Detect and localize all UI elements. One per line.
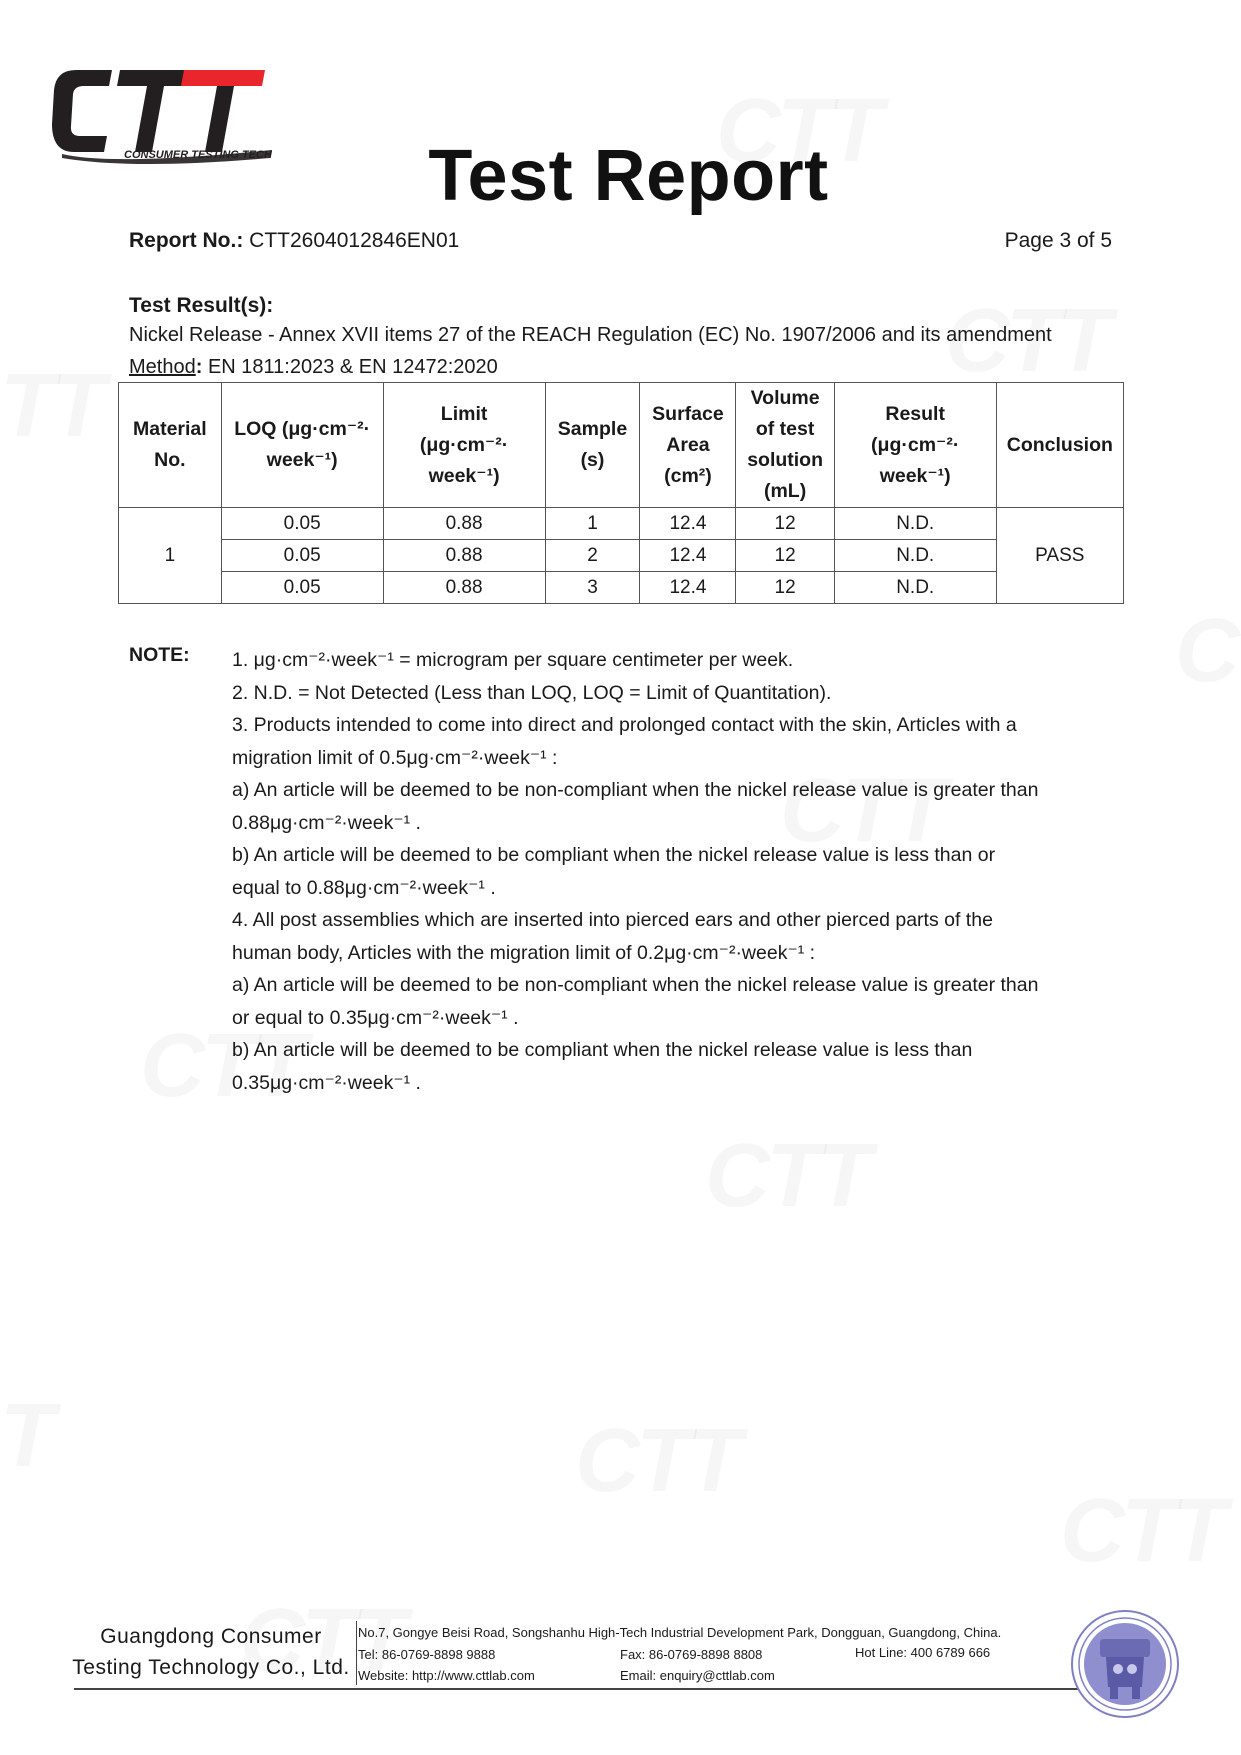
header-line: Limit xyxy=(440,402,488,425)
footer-rule xyxy=(74,1688,1084,1690)
material-no-cell: 1 xyxy=(119,508,222,604)
header-line: Volume xyxy=(750,387,820,409)
results-table xyxy=(118,382,1124,604)
result-cell: N.D. xyxy=(834,572,996,604)
header-line: LOQ (μg·cm⁻²· xyxy=(234,418,371,440)
report-number-value: CTT2604012846EN01 xyxy=(249,229,460,252)
conclusion-header xyxy=(996,383,1123,508)
table-row xyxy=(119,540,1124,572)
result-cell: N.D. xyxy=(834,540,996,572)
header-line: (mL) xyxy=(763,480,807,502)
note-line: b) An article will be deemed to be compliant when the nickel release value is less than or xyxy=(232,844,996,866)
header-line: Area xyxy=(666,433,710,456)
method-label: Method xyxy=(129,356,196,378)
result-header xyxy=(834,383,996,508)
header-line: (s) xyxy=(580,449,605,471)
method-value: EN 1811:2023 & EN 12472:2020 xyxy=(202,356,498,378)
note-line: b) An article will be deemed to be compliant when the nickel release value is less than xyxy=(232,1039,973,1061)
header-line: (μg·cm⁻²· xyxy=(419,433,509,456)
report-number-label: Report No.: xyxy=(129,229,244,252)
note-line: 1. μg·cm⁻²·week⁻¹ = microgram per square centimeter per week. xyxy=(232,649,794,671)
watermark-logo xyxy=(1175,600,1236,703)
company-seal-icon xyxy=(1070,1609,1180,1719)
watermark-logo xyxy=(575,1410,738,1513)
notes-list xyxy=(232,644,1122,1099)
table-row xyxy=(119,508,1124,540)
note-line: a) An article will be deemed to be non-compliant when the nickel release value is greater than xyxy=(232,779,1039,801)
limit-cell: 0.88 xyxy=(383,572,545,604)
result-cell: N.D. xyxy=(834,508,996,540)
note-line: migration limit of 0.5μg·cm⁻²·week⁻¹ : xyxy=(232,746,558,769)
area-cell: 12.4 xyxy=(640,508,736,540)
svg-text:CONSUMER TESTING TECH: CONSUMER TESTING TECH xyxy=(124,149,272,161)
note-line: 0.35μg·cm⁻²·week⁻¹ . xyxy=(232,1071,421,1094)
header-line: Result xyxy=(885,402,945,425)
watermark-logo xyxy=(705,1125,868,1228)
loq-cell: 0.05 xyxy=(221,508,383,540)
note-line: equal to 0.88μg·cm⁻²·week⁻¹ . xyxy=(232,876,496,899)
limit-cell: 0.88 xyxy=(383,508,545,540)
footer-website: Website: http://www.cttlab.com xyxy=(358,1668,535,1683)
header-line: No. xyxy=(154,449,186,471)
note-line: or equal to 0.35μg·cm⁻²·week⁻¹ . xyxy=(232,1006,519,1029)
table-header-row xyxy=(119,383,1124,508)
watermark-logo xyxy=(0,1385,51,1488)
header-line: Sample xyxy=(557,418,628,440)
report-number xyxy=(129,229,459,253)
loq-cell: 0.05 xyxy=(221,572,383,604)
footer-fax: Fax: 86-0769-8898 8808 xyxy=(620,1647,763,1662)
footer-company-name xyxy=(70,1621,352,1683)
watermark-logo xyxy=(0,355,102,458)
header-line: (cm²) xyxy=(664,464,712,487)
header-line: of test xyxy=(755,418,815,440)
footer-company-line: Testing Technology Co., Ltd. xyxy=(72,1656,350,1679)
header-line: Surface xyxy=(652,402,724,425)
page-number: Page 3 of 5 xyxy=(1004,229,1112,252)
loq-header xyxy=(221,383,383,508)
method-line: Method: EN 1811:2023 & EN 12472:2020 xyxy=(129,356,498,378)
volume-cell: 12 xyxy=(736,508,834,540)
notes-label: NOTE: xyxy=(129,644,190,666)
note-line: 4. All post assemblies which are inserted into pierced ears and other pierced parts of the xyxy=(232,909,993,931)
header-line: Conclusion xyxy=(1006,433,1113,456)
table-row xyxy=(119,572,1124,604)
sample-header xyxy=(545,383,640,508)
note-line: 2. N.D. = Not Detected (Less than LOQ, LOQ = Limit of Quantitation). xyxy=(232,681,832,704)
footer-email: Email: enquiry@cttlab.com xyxy=(620,1668,775,1683)
volume-cell: 12 xyxy=(736,540,834,572)
material-no-header xyxy=(119,383,222,508)
loq-cell: 0.05 xyxy=(221,540,383,572)
footer-address: No.7, Gongye Beisi Road, Songshanhu High-Tech Industrial Development Park, Dongguan, Guangdong, China. xyxy=(358,1625,1002,1640)
sample-cell: 3 xyxy=(545,572,640,604)
note-line: 0.88μg·cm⁻²·week⁻¹ . xyxy=(232,811,421,834)
sample-cell: 2 xyxy=(545,540,640,572)
test-result-heading: Test Result(s): xyxy=(129,294,274,317)
volume-header xyxy=(736,383,834,508)
limit-header xyxy=(383,383,545,508)
header-line: week⁻¹) xyxy=(428,464,500,487)
conclusion-cell: PASS xyxy=(996,508,1123,604)
area-cell: 12.4 xyxy=(640,540,736,572)
page-title: Test Report xyxy=(428,136,829,216)
volume-cell: 12 xyxy=(736,572,834,604)
surface-area-header xyxy=(640,383,736,508)
footer-divider xyxy=(356,1621,357,1685)
footer-hotline: Hot Line: 400 6789 666 xyxy=(855,1645,991,1660)
header-line: week⁻¹) xyxy=(879,464,951,487)
footer-company-line: Guangdong Consumer xyxy=(100,1625,322,1648)
sample-cell: 1 xyxy=(545,508,640,540)
header-line: Material xyxy=(133,418,207,440)
header-line: (μg·cm⁻²· xyxy=(871,433,960,456)
regulation-text: Nickel Release - Annex XVII items 27 of the REACH Regulation (EC) No. 1907/2006 and its amendment xyxy=(129,324,1052,346)
footer-tel: Tel: 86-0769-8898 9888 xyxy=(358,1647,496,1662)
note-line: a) An article will be deemed to be non-compliant when the nickel release value is greater than xyxy=(232,974,1039,996)
note-line: human body, Articles with the migration limit of 0.2μg·cm⁻²·week⁻¹ : xyxy=(232,941,816,964)
watermark-logo xyxy=(1060,1480,1223,1583)
note-line: 3. Products intended to come into direct and prolonged contact with the skin, Articles with a xyxy=(232,714,1017,736)
header-line: solution xyxy=(747,449,824,471)
area-cell: 12.4 xyxy=(640,572,736,604)
limit-cell: 0.88 xyxy=(383,540,545,572)
header-line: week⁻¹) xyxy=(266,449,338,471)
